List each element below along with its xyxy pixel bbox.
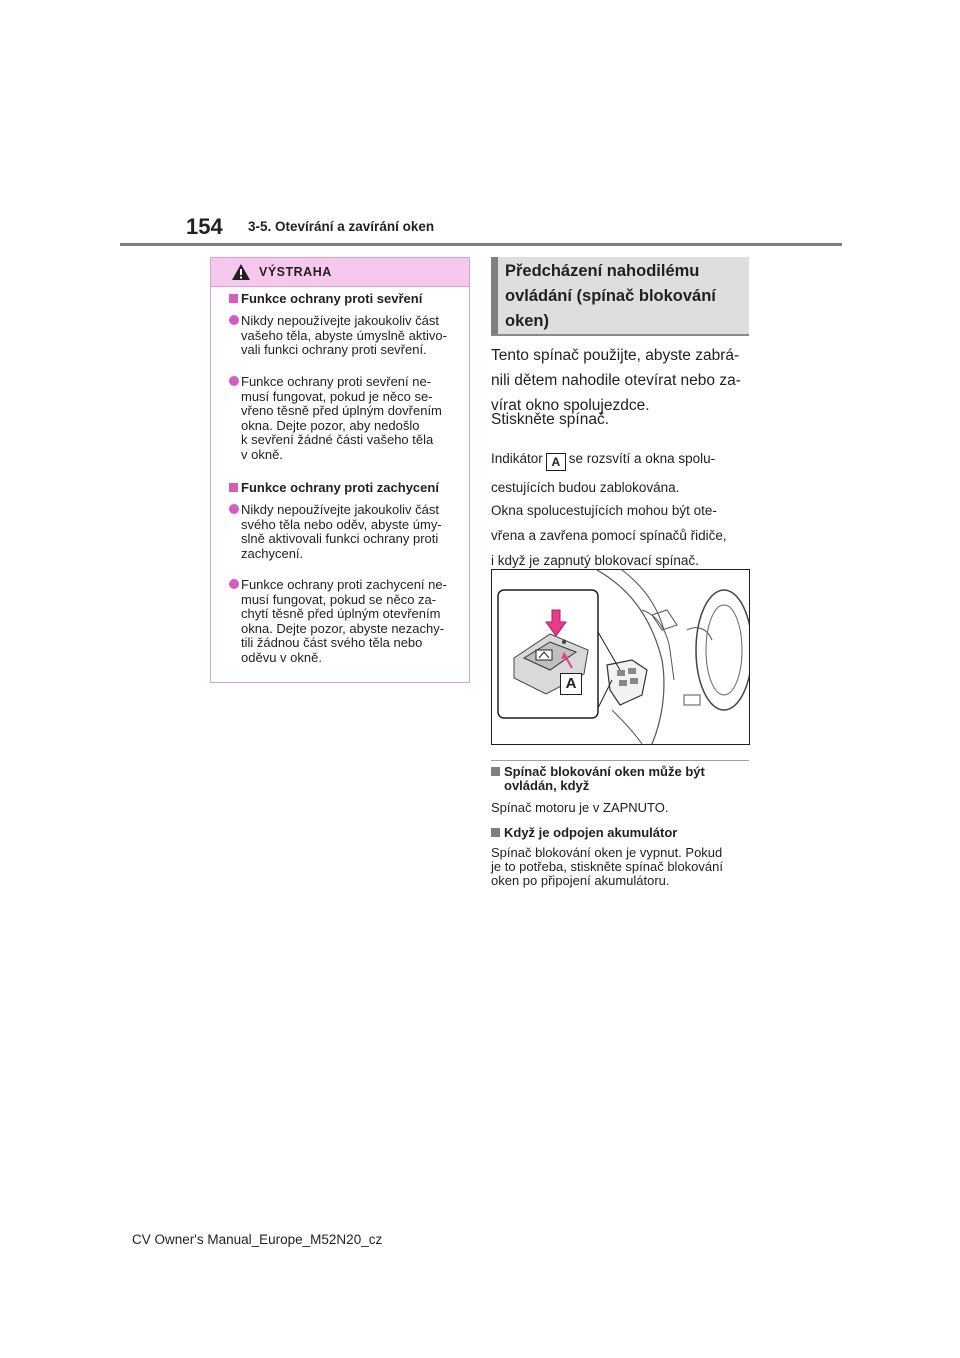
figure-label-a: A <box>560 673 582 695</box>
header-rule <box>120 243 842 246</box>
warning-header <box>211 258 469 287</box>
round-bullet-icon <box>229 579 239 589</box>
window-lock-switch-illustration <box>491 569 750 745</box>
warning-box: VÝSTRAHA Funkce ochrany proti sevření Nikdy nepoužívejte jakoukoliv část vašeho těla, abyste úmyslně aktivo- vali funkci ochrany proti sevření. Funkce ochrany proti sevření ne- musí fungovat, pokud je něco se- vřeno těsně před úplným dovřením okna. Dejte pozor, aby nedošlo k sevření žádné části vašeho těla v okně. Funkce ochrany proti zachycení Nikdy nepoužívejte jakoukoliv část svého těla nebo oděv, abyste úmy- slně aktivovali funkci ochrany proti zachycení. Funkce ochrany proti zachycení ne- musí fungovat, pokud se něco za- chytí těsně před úplným otevřením okna. Dejte pozor, abyste nezachy- tili žádnou část svého těla nebo oděvu v okně. <box>210 257 470 683</box>
indicator-paragraph: Indikátor A se rozsvítí a okna spolu- cestujících budou zablokována. <box>491 451 716 495</box>
label-a-badge: A <box>546 453 566 471</box>
intro-paragraph: Tento spínač použijte, abyste zabrá- nili dětem nahodile otevírat nebo za- vírat okno spolujezdce. <box>491 347 741 414</box>
note-operable-body: Spínač motoru je v ZAPNUTO. <box>491 800 669 815</box>
round-bullet-icon <box>229 315 239 325</box>
square-bullet-icon <box>229 294 238 303</box>
car-door-switch-drawing <box>492 570 749 744</box>
note-battery-body: Spínač blokování oken je vypnut. Pokud je to potřeba, stiskněte spínač blokování oken po připojení akumulátoru. <box>491 845 723 888</box>
square-bullet-icon <box>491 767 500 776</box>
round-bullet-icon <box>229 376 239 386</box>
square-bullet-icon <box>229 483 238 492</box>
round-bullet-icon <box>229 504 239 514</box>
press-instruction: Stiskněte spínač. <box>491 411 610 428</box>
footer-manual-id: CV Owner's Manual_Europe_M52N20_cz <box>132 1232 383 1247</box>
note-divider <box>491 760 749 761</box>
warning-icon <box>231 263 251 281</box>
heading-bar <box>491 257 498 334</box>
square-bullet-icon <box>491 828 500 837</box>
page-number: 154 <box>186 214 223 239</box>
section-title: 3-5. Otevírání a zavírání oken <box>248 219 435 234</box>
passenger-paragraph: Okna spolucestujících mohou být ote- vřena a zavřena pomocí spínačů řidiče, i když je zapnutý blokovací spínač. <box>491 503 727 568</box>
warning-title: VÝSTRAHA <box>259 265 332 279</box>
section-heading: Předcházení nahodilému ovládání (spínač blokování oken) <box>491 257 749 336</box>
